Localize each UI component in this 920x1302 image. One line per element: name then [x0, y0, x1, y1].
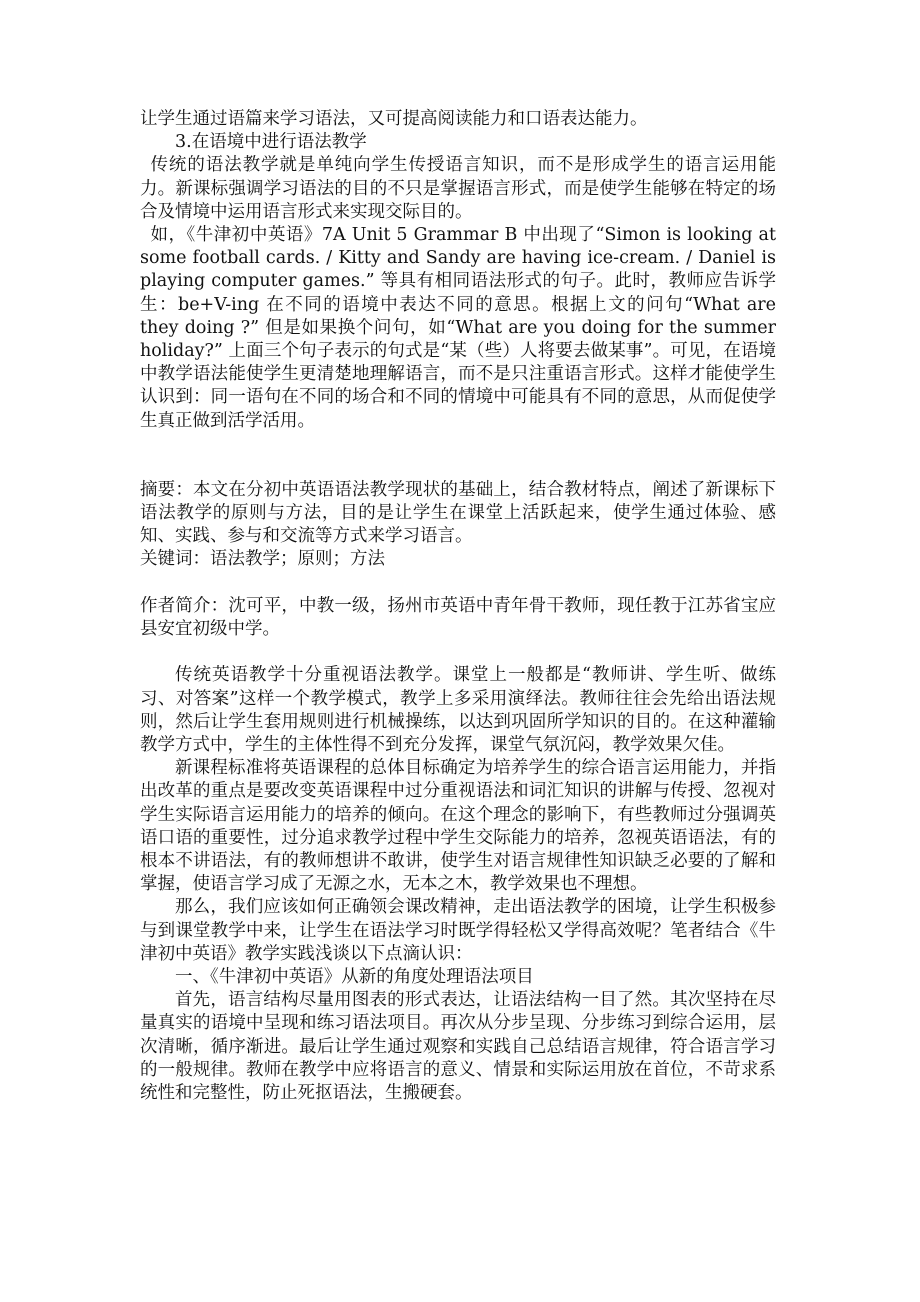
body-paragraph-1: 传统英语教学十分重视语法教学。课堂上一般都是“教师讲、学生听、做练习、对答案”这样一个教学模式，教学上多采用演绎法。教师往往会先给出语法规则，然后让学生套用规则进行机械操练，以达到巩固所学知识的目的。在这种灌输教学方式中，学生的主体性得不到充分发挥，课堂气氛沉闷，教学效果欠佳。: [140, 665, 776, 756]
body-paragraph-2: 新课程标准将英语课程的总体目标确定为培养学生的综合语言运用能力，并指出改革的重点是要改变英语课程中过分重视语法和词汇知识的讲解与传授、忽视对学生实际语言运用能力的培养的倾向。在这个理念的影响下，有些教师过分强调英语口语的重要性，过分追求教学过程中学生交际能力的培养，忽视英语语法，有的根本不讲语法，有的教师想讲不敢讲，使学生对语言规律性知识缺乏必要的了解和掌握，使语言学习成了无源之水，无本之木，教学效果也不理想。: [140, 758, 776, 895]
paragraph-traditional-grammar: 传统的语法教学就是单纯向学生传授语言知识，而不是形成学生的语言运用能力。新课标强调学习语法的目的不只是掌握语言形式，而是使学生能够在特定的场合及情境中运用语言形式来实现交际目的。: [140, 155, 776, 222]
section-heading-context: 3.在语境中进行语法教学: [175, 132, 367, 153]
author-bio: 作者简介：沈可平，中教一级，扬州市英语中青年骨干教师，现任教于江苏省宝应县安宜初级中学。: [140, 595, 776, 640]
body-paragraph-4: 首先，语言结构尽量用图表的形式表达，让语法结构一目了然。其次坚持在尽量真实的语境中呈现和练习语法项目。再次从分步呈现、分步练习到综合运用，层次清晰，循序渐进。最后让学生通过观察和实践自己总结语言规律，符合语言学习的一般规律。教师在教学中应将语言的意义、情景和实际运用放在首位，不苛求系统性和完整性，防止死抠语法，生搬硬套。: [140, 990, 776, 1104]
paragraph-example: 如，《牛津初中英语》7A Unit 5 Grammar B 中出现了“Simon is looking at some football cards. / Kitty and Sandy are having ice-cream. / Daniel is playing computer games.” 等具有相同语法形式的句子。此时，教师应告诉学生：be+V-ing 在不同的语境中表达不同的意思。根据上文的问句“What are they doing ?” 但是如果换个问句，如“What are you doing for the summer holiday?” 上面三个句子表示的句式是“某（些）人将要去做某事”。可见，在语境中教学语法能使学生更清楚地理解语言，而不是只注重语言形式。这样才能使学生认识到：同一语句在不同的场合和不同的情境中可能具有不同的意思，从而促使学生真正做到活学活用。: [140, 225, 776, 431]
document-page: [140, 108, 776, 1105]
spacer: [140, 572, 776, 595]
abstract: 摘要：本文在分初中英语语法教学现状的基础上，结合教材特点，阐述了新课标下语法教学的原则与方法，目的是让学生在课堂上活跃起来，使学生通过体验、感知、实践、参与和交流等方式来学习语言。: [140, 479, 776, 547]
section-heading-one: 一、《牛津初中英语》从新的角度处理语法项目: [175, 967, 534, 988]
keywords: 关键词：语法教学；原则；方法: [140, 549, 385, 570]
spacer: [140, 641, 776, 664]
body-paragraph-3: 那么，我们应该如何正确领会课改精神，走出语法教学的困境，让学生积极参与到课堂教学中来，让学生在语法学习时既学得轻松又学得高效呢？笔者结合《牛津初中英语》教学实践浅谈以下点滴认识：: [140, 897, 776, 964]
paragraph-intro: 让学生通过语篇来学习语法，又可提高阅读能力和口语表达能力。: [140, 109, 648, 129]
spacer: [140, 433, 776, 479]
